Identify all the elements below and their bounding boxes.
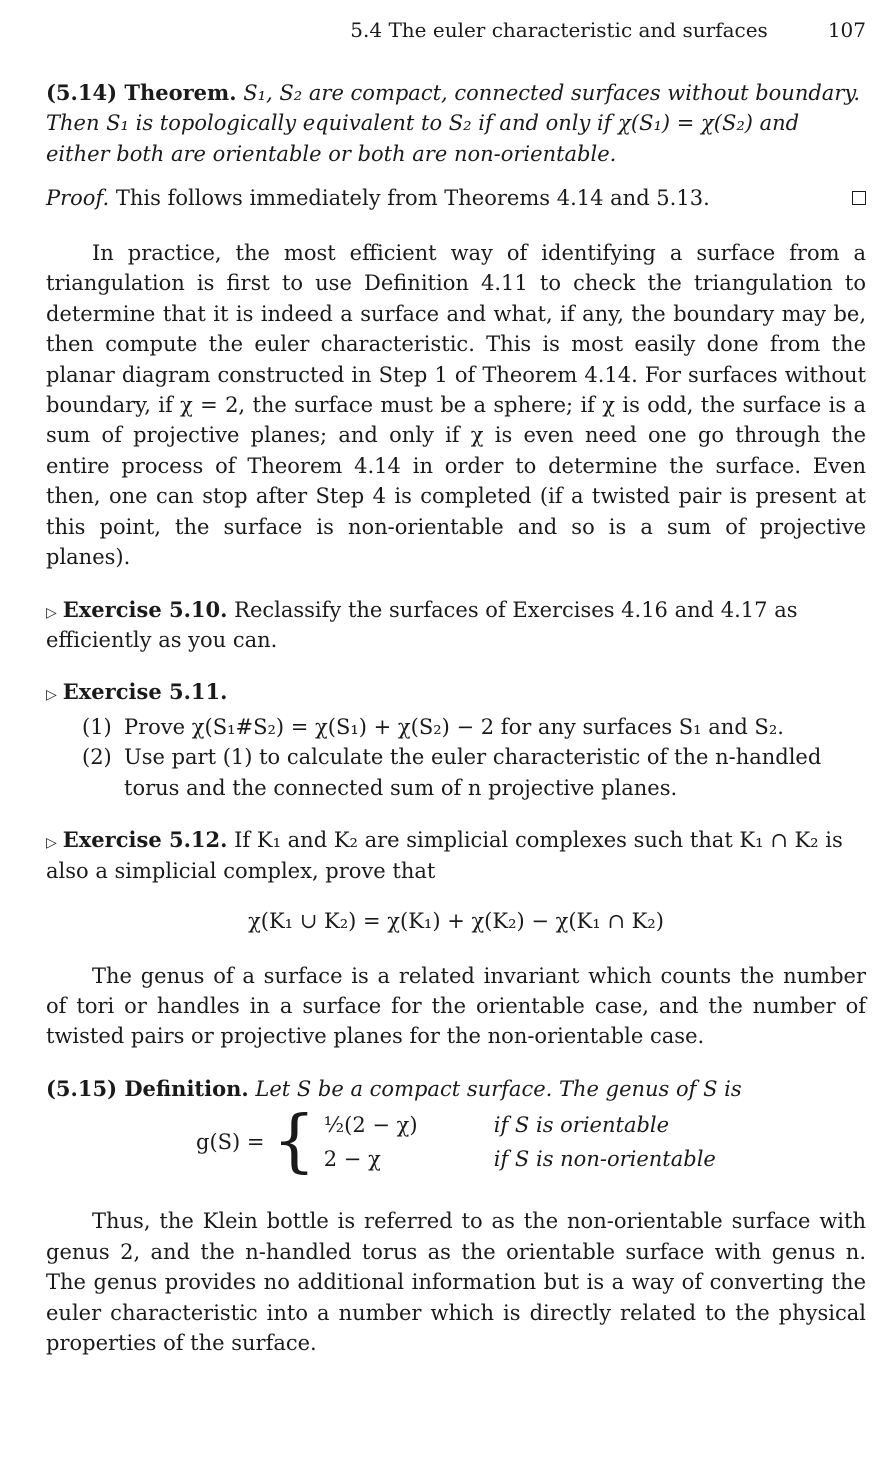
exercise-label: Exercise 5.11. bbox=[62, 679, 228, 705]
triangle-marker-icon: ▷ bbox=[46, 687, 57, 704]
page bbox=[46, 10, 866, 1358]
formula-lhs: g(S) = bbox=[196, 1130, 265, 1155]
genus-formula bbox=[196, 1102, 866, 1182]
theorem-label: (5.14) Theorem. bbox=[46, 80, 237, 105]
proof bbox=[46, 183, 866, 213]
proof-label: Proof. bbox=[46, 186, 110, 211]
formula-cases: ½(2 − χ) if S is orientable 2 − χ if S is non-orientable bbox=[323, 1112, 716, 1172]
exercise-label: Exercise 5.10. bbox=[62, 596, 228, 622]
exercise-label: Exercise 5.12. bbox=[62, 827, 228, 853]
definition-5-15 bbox=[46, 1074, 866, 1182]
list-item: (1) Prove χ(S₁#S₂) = χ(S₁) + χ(S₂) − 2 for any surfaces S₁ and S₂. bbox=[82, 714, 784, 739]
qed-box-icon bbox=[852, 191, 866, 205]
euler-union-equation: χ(K₁ ∪ K₂) = χ(K₁) + χ(K₂) − χ(K₁ ∩ K₂) bbox=[248, 909, 664, 934]
exercise-text: If K₁ and K₂ are simplicial complexes such that K₁ ∩ K₂ is also a simplicial complex, prove that bbox=[46, 828, 843, 883]
exercise-text: Reclassify the surfaces of Exercises 4.16 and 4.17 as efficiently as you can. bbox=[46, 597, 798, 652]
theorem-text: S₁, S₂ are compact, connected surfaces without boundary. Then S₁ is topologically equivalent to S₂ if and only if χ(S₁) = χ(S₂) and either both are orientable or both are non-orientable. bbox=[46, 81, 861, 166]
exercise-parts bbox=[82, 712, 866, 803]
left-brace-icon: { bbox=[272, 1102, 316, 1182]
definition-text: Let S be a compact surface. The genus of S is bbox=[255, 1076, 742, 1101]
triangle-marker-icon: ▷ bbox=[46, 604, 57, 621]
section-title: 5.4 The euler characteristic and surfaces bbox=[350, 17, 768, 42]
exercise-5-11 bbox=[46, 677, 866, 803]
paragraph-genus: The genus of a surface is a related invariant which counts the number of tori or handles in a surface for the orientable case, and the number of twisted pairs or projective planes for the non-orientable case. bbox=[46, 963, 866, 1049]
paragraph-practice: In practice, the most efficient way of identifying a surface from a triangulation is first to use Definition 4.11 to check the triangulation to determine that it is indeed a surface and what, if any, the boundary may be, then compute the euler characteristic. This is most easily done from the planar diagram constructed in Step 1 of Theorem 4.14. For surfaces without boundary, if χ = 2, the surface must be a sphere; if χ is odd, the surface is a sum of projective planes; and only if χ is even need one go through the entire process of Theorem 4.14 in order to determine the surface. Even then, one can stop after Step 4 is completed (if a twisted pair is present at this point, the surface is non-orientable and so is a sum of projective planes). bbox=[46, 240, 866, 570]
theorem-5-14 bbox=[46, 78, 866, 169]
exercise-5-12 bbox=[46, 825, 866, 936]
page-number: 107 bbox=[827, 17, 866, 42]
definition-label: (5.15) Definition. bbox=[46, 1075, 249, 1101]
triangle-marker-icon: ▷ bbox=[46, 835, 57, 852]
proof-text: This follows immediately from Theorems 4.14 and 5.13. bbox=[115, 186, 710, 211]
exercise-5-10 bbox=[46, 595, 866, 656]
running-header bbox=[46, 10, 866, 50]
paragraph-klein: Thus, the Klein bottle is referred to as the non-orientable surface with genus 2, and the n-handled torus as the orientable surface with genus n. The genus provides no additional information but is a way of converting the euler characteristic into a number which is directly related to the physical properties of the surface. bbox=[46, 1209, 866, 1355]
list-item: (2) Use part (1) to calculate the euler characteristic of the n-handled torus and the connected sum of n projective planes. bbox=[82, 745, 822, 800]
